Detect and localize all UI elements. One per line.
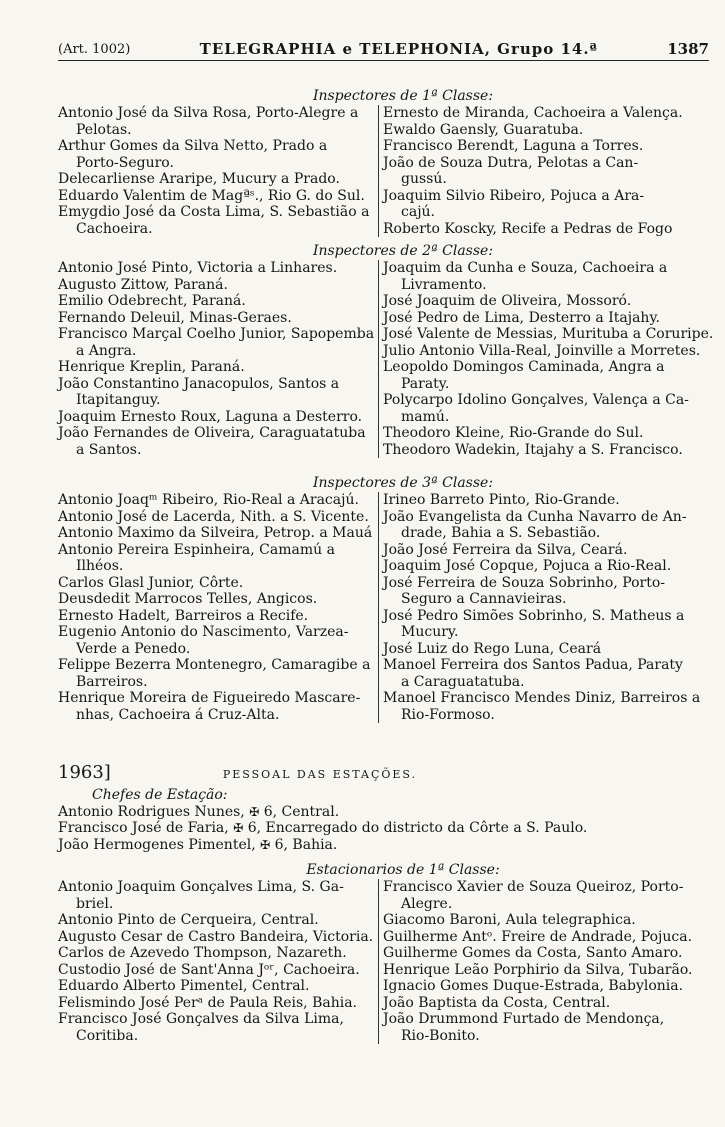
list-item <box>383 293 699 310</box>
entry-line: José Joaquim de Oliveira, Mossoró. <box>383 293 632 309</box>
entry-line: Manoel Ferreira dos Santos Padua, Paraty <box>383 657 683 673</box>
entry-continuation: Porto-Seguro. <box>76 154 174 171</box>
entry-line: João Drummond Furtado de Mendonça, <box>383 1011 665 1027</box>
list-item <box>383 260 699 293</box>
entry-line: João Evangelista da Cunha Navarro de An- <box>383 508 687 525</box>
list-item <box>58 260 374 277</box>
list-item <box>58 105 374 138</box>
list-item <box>383 138 699 155</box>
chefes-de-estacao <box>58 787 708 853</box>
list-item <box>383 962 699 979</box>
page-title: TELEGRAPHIA e TELEPHONIA, Grupo 14.ª <box>199 40 598 58</box>
section-heading: Estacionarios de 1ª Classe: <box>306 862 500 878</box>
entry-line: João Fernandes de Oliveira, Caraguatatuba <box>58 425 366 441</box>
list-item <box>383 575 699 608</box>
entry-line: Guilherme Gomes da Costa, Santo Amaro. <box>383 945 683 961</box>
section-pessoal-header <box>58 762 708 784</box>
entry-line: Antonio Pereira Espinheira, Camamú a <box>58 541 335 558</box>
entry-line: Augusto Cesar de Castro Bandeira, Victoria. <box>58 928 374 945</box>
list-item <box>383 945 699 962</box>
entry-line: Antonio José da Silva Rosa, Porto-Alegre a <box>58 105 359 121</box>
list-item <box>58 929 374 946</box>
list-item <box>58 804 708 821</box>
list-item <box>58 995 374 1012</box>
entry-line: Henrique Kreplin, Paraná. <box>58 359 245 375</box>
list-item <box>58 945 374 962</box>
entry-continuation: gussú. <box>401 171 447 187</box>
list-item <box>58 204 374 237</box>
order-cross-icon: ✠ <box>233 821 244 835</box>
list-item <box>58 608 374 625</box>
list-item <box>383 105 699 122</box>
list-item <box>58 525 374 542</box>
left-column <box>58 260 378 458</box>
entry-line: Francisco José Gonçalves da Silva Lima, <box>58 1011 344 1027</box>
list-item <box>383 122 699 139</box>
paragraph-number: 1963] <box>58 762 111 783</box>
section-estacionarios-1 <box>58 862 708 1044</box>
entry-line: João Constantino Janacopulos, Santos a <box>58 375 340 392</box>
list-item <box>383 425 699 442</box>
list-item <box>58 277 374 294</box>
entry-continuation: Mucury. <box>401 624 459 640</box>
list-item <box>58 820 708 837</box>
entry-continuation: Coritiba. <box>76 1027 139 1044</box>
list-item <box>383 657 699 690</box>
entry-continuation: a Angra. <box>76 342 137 359</box>
list-item <box>58 425 374 458</box>
list-item <box>58 1011 374 1044</box>
entry-line: Guilherme Antᵒ. Freire de Andrade, Pojuca. <box>383 928 693 945</box>
list-item <box>58 376 374 409</box>
list-item <box>58 509 374 526</box>
entry-continuation: nhas, Cachoeira á Cruz-Alta. <box>76 706 280 723</box>
list-item <box>58 591 374 608</box>
entry-line: Felismindo José Perᵃ de Paula Reis, Bahia. <box>58 994 358 1011</box>
right-column <box>378 879 699 1044</box>
entry-line: José Valente de Messias, Murituba a Coruripe. <box>383 326 714 342</box>
entry-line: Ernesto Hadelt, Barreiros a Recife. <box>58 607 309 624</box>
entry-line: Henrique Leão Porphirio da Silva, Tubarão. <box>383 961 693 978</box>
entry-line: Joaquim Silvio Ribeiro, Pojuca a Ara- <box>383 187 645 204</box>
entry-line: João José Ferreira da Silva, Ceará. <box>383 541 628 558</box>
entry-line: Theodoro Kleine, Rio-Grande do Sul. <box>383 425 644 441</box>
entry-line: Francisco Marçal Coelho Junior, Sapopemba <box>58 326 375 342</box>
list-item <box>383 558 699 575</box>
list-item <box>58 492 374 509</box>
entry-continuation: a Caraguatatuba. <box>401 673 525 690</box>
entry-detail: 6, Encarregado do districto da Côrte a S. Paulo. <box>247 820 588 836</box>
entry-line: Antonio Maximo da Silveira, Petrop. a Mauá <box>58 525 373 541</box>
entry-line: Custodio José de Sant'Anna Jᵒʳ, Cachoeira. <box>58 961 360 978</box>
right-column <box>378 492 699 723</box>
list-item <box>383 326 714 343</box>
entry-line: Theodoro Wadekin, Itajahy a S. Francisco. <box>383 441 683 458</box>
entry-line: Antonio Joaquim Gonçalves Lima, S. Ga- <box>58 879 344 895</box>
entry-line: Manoel Francisco Mendes Diniz, Barreiros a <box>383 690 701 706</box>
left-column <box>58 105 378 237</box>
list-item <box>383 641 699 658</box>
entry-line: Eduardo Valentim de Magªˢ., Rio G. do Sul. <box>58 187 365 204</box>
entry-name: Francisco José de Faria, <box>58 820 229 836</box>
entry-continuation: Alegre. <box>401 895 453 912</box>
section-inspectores-1 <box>58 88 708 237</box>
list-item <box>383 608 699 641</box>
entry-line: Giacomo Baroni, Aula telegraphica. <box>383 912 636 928</box>
entry-line: José Luiz do Rego Luna, Ceará <box>383 640 602 657</box>
list-item <box>58 690 374 723</box>
entry-line: Ewaldo Gaensly, Guaratuba. <box>383 121 584 138</box>
section-inspectores-3 <box>58 475 708 723</box>
entry-line: Polycarpo Idolino Gonçalves, Valença a Ca- <box>383 392 689 408</box>
entry-line: Carlos de Azevedo Thompson, Nazareth. <box>58 945 347 961</box>
entry-continuation: Pelotas. <box>76 121 132 138</box>
entry-continuation: Itapitanguy. <box>76 392 161 408</box>
list-item <box>58 138 374 171</box>
list-item <box>58 293 374 310</box>
list-item <box>58 188 374 205</box>
entry-line: Emygdio José da Costa Lima, S. Sebastião a <box>58 204 370 220</box>
list-item <box>383 912 699 929</box>
entry-line: Antonio Pinto de Cerqueira, Central. <box>58 912 319 928</box>
entry-continuation: Paraty. <box>401 375 450 392</box>
list-item <box>383 509 699 542</box>
list-item <box>58 837 708 854</box>
section-heading: Inspectores de 2ª Classe: <box>312 243 494 259</box>
list-item <box>58 978 374 995</box>
list-item <box>383 542 699 559</box>
section-inspectores-2 <box>58 243 714 458</box>
list-item <box>383 310 699 327</box>
list-item <box>383 995 699 1012</box>
entry-line: José Pedro de Lima, Desterro a Itajahy. <box>383 309 660 326</box>
entry-detail: 6, Bahia. <box>274 836 338 853</box>
entry-line: Carlos Glasl Junior, Côrte. <box>58 574 244 591</box>
entry-continuation: mamú. <box>401 408 450 425</box>
list-item <box>383 978 699 995</box>
entry-line: Henrique Moreira de Figueiredo Mascare- <box>58 690 361 706</box>
entry-line: Joaquim da Cunha e Souza, Cachoeira a <box>383 260 668 276</box>
list-item <box>58 575 374 592</box>
page-number: 1387 <box>667 40 709 58</box>
list-item <box>383 188 699 221</box>
entry-continuation: Verde a Penedo. <box>76 640 191 657</box>
entry-line: Francisco Xavier de Souza Queiroz, Porto- <box>383 879 684 895</box>
list-item <box>58 310 374 327</box>
list-item <box>383 221 699 238</box>
entry-detail: 6, Central. <box>263 803 340 820</box>
list-item <box>383 343 699 360</box>
list-item <box>383 359 699 392</box>
list-item <box>58 326 374 359</box>
entry-name: Antonio Rodrigues Nunes, <box>58 803 245 820</box>
list-item <box>383 155 699 188</box>
list-item <box>58 879 374 912</box>
list-item <box>58 624 374 657</box>
entry-line: Irineo Barreto Pinto, Rio-Grande. <box>383 492 620 508</box>
list-item <box>383 442 699 459</box>
entry-continuation: Rio-Bonito. <box>401 1027 480 1044</box>
entry-line: Roberto Koscky, Recife a Pedras de Fogo <box>383 220 673 237</box>
running-head <box>58 34 709 61</box>
subsection-heading: Chefes de Estação: <box>92 787 228 803</box>
entry-line: Felippe Bezerra Montenegro, Camaragibe a <box>58 657 371 673</box>
entry-continuation: Seguro a Cannavieiras. <box>401 591 567 607</box>
right-column <box>378 260 714 458</box>
entry-line: Fernando Deleuil, Minas-Geraes. <box>58 309 292 326</box>
entry-line: Ernesto de Miranda, Cachoeira a Valença. <box>383 105 683 121</box>
entry-line: Arthur Gomes da Silva Netto, Prado a <box>58 138 328 154</box>
entry-line: Francisco Berendt, Laguna a Torres. <box>383 138 644 154</box>
list-item <box>58 912 374 929</box>
list-item <box>58 171 374 188</box>
entry-line: Delecarliense Araripe, Mucury a Prado. <box>58 171 340 187</box>
entry-line: Eduardo Alberto Pimentel, Central. <box>58 978 310 994</box>
entry-line: Antonio José Pinto, Victoria a Linhares. <box>58 260 338 276</box>
entry-line: Ignacio Gomes Duque-Estrada, Babylonia. <box>383 978 684 994</box>
section-heading: Inspectores de 1ª Classe: <box>312 88 494 104</box>
entry-line: José Pedro Simões Sobrinho, S. Matheus a <box>383 607 685 624</box>
entry-line: Joaquim José Copque, Pojuca a Rio-Real. <box>383 558 672 574</box>
entry-continuation: Cachoeira. <box>76 220 153 237</box>
entry-line: Emilio Odebrecht, Paraná. <box>58 293 246 309</box>
entry-line: Deusdedit Marrocos Telles, Angicos. <box>58 591 318 607</box>
entry-continuation: cajú. <box>401 204 435 220</box>
list-item <box>383 492 699 509</box>
list-item <box>383 929 699 946</box>
left-column <box>58 492 378 723</box>
order-cross-icon: ✠ <box>260 837 271 852</box>
entry-line: Augusto Zittow, Paraná. <box>58 276 228 293</box>
entry-line: Joaquim Ernesto Roux, Laguna a Desterro. <box>58 408 363 425</box>
entry-continuation: Livramento. <box>401 276 487 293</box>
entry-continuation: Rio-Formoso. <box>401 706 495 723</box>
list-item <box>58 542 374 575</box>
entry-name: João Hermogenes Pimentel, <box>58 836 256 853</box>
entry-line: Julio Antonio Villa-Real, Joinville a Morretes. <box>383 342 701 359</box>
section-heading: Inspectores de 3ª Classe: <box>312 475 494 491</box>
list-item <box>58 657 374 690</box>
list-item <box>58 962 374 979</box>
list-item <box>383 879 699 912</box>
entry-line: João de Souza Dutra, Pelotas a Can- <box>383 154 639 171</box>
article-reference: (Art. 1002) <box>58 42 131 57</box>
right-column <box>378 105 699 237</box>
entry-continuation: Ilhéos. <box>76 558 124 574</box>
list-item <box>383 1011 699 1044</box>
entry-line: José Ferreira de Souza Sobrinho, Porto- <box>383 574 666 591</box>
list-item <box>58 359 374 376</box>
section-title: PESSOAL DAS ESTAÇÕES. <box>222 768 418 781</box>
entry-continuation: a Santos. <box>76 441 142 458</box>
list-item <box>58 409 374 426</box>
entry-line: Antonio Joaqᵐ Ribeiro, Rio-Real a Aracajú. <box>58 492 359 508</box>
entry-line: João Baptista da Costa, Central. <box>383 994 611 1011</box>
entry-line: Antonio José de Lacerda, Nith. a S. Vicente. <box>58 508 369 525</box>
order-cross-icon: ✠ <box>249 804 260 819</box>
entry-continuation: drade, Bahia a S. Sebastião. <box>401 525 601 541</box>
entry-line: Eugenio Antonio do Nascimento, Varzea- <box>58 624 349 640</box>
entry-continuation: briel. <box>76 895 114 912</box>
list-item <box>383 392 699 425</box>
list-item <box>383 690 699 723</box>
left-column <box>58 879 378 1044</box>
entry-continuation: Barreiros. <box>76 673 148 690</box>
entry-line: Leopoldo Domingos Caminada, Angra a <box>383 359 665 375</box>
